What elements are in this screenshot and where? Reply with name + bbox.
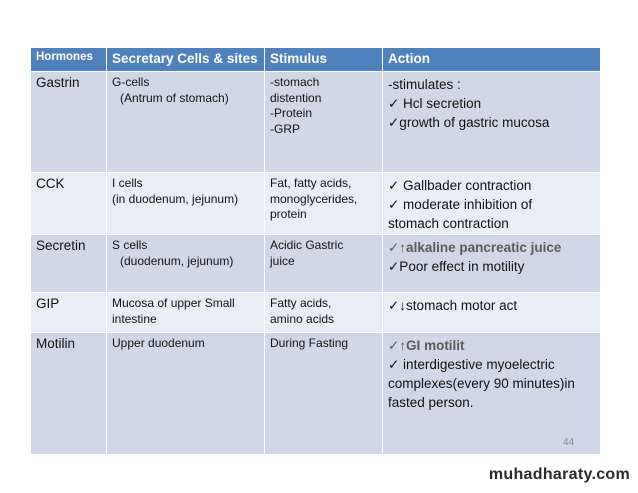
- watermark-text: muhadharaty.com: [488, 466, 630, 483]
- stimulus-line: distention: [270, 90, 322, 105]
- secretary-cells-cell: [107, 293, 265, 333]
- stimulus-line: Fatty acids,: [270, 296, 332, 310]
- table-row-secretin: [31, 235, 601, 293]
- action-line: ✓↑alkaline pancreatic juice: [388, 240, 562, 255]
- cell-line: Upper duodenum: [112, 336, 205, 350]
- stimulus-cell: [265, 293, 383, 333]
- action-line: stomach contraction: [388, 216, 509, 231]
- cell-line: S cells: [112, 238, 148, 252]
- action-cell: [383, 293, 601, 333]
- action-line: ✓ moderate inhibition of: [388, 197, 533, 212]
- secretary-cells-cell: [107, 173, 265, 235]
- action-line: complexes(every 90 minutes)in: [388, 376, 575, 391]
- secretary-cells-cell: [107, 235, 265, 293]
- action-cell: [383, 173, 601, 235]
- table-row-gastrin: [31, 72, 601, 173]
- action-line: fasted person.: [388, 395, 474, 410]
- action-line: ✓ Gallbader contraction: [388, 178, 532, 193]
- action-line: ✓↓stomach motor act: [388, 298, 518, 313]
- table-row-gip: [31, 293, 601, 333]
- hormone-name: Gastrin: [31, 72, 107, 173]
- hormone-name: GIP: [31, 293, 107, 333]
- action-line: ✓↑GI motilit: [388, 338, 465, 353]
- hormones-table: [30, 47, 601, 455]
- stimulus-line: juice: [270, 253, 295, 268]
- page-number: 44: [563, 437, 575, 448]
- cell-line: I cells: [112, 176, 143, 190]
- stimulus-line: -Protein: [270, 106, 313, 120]
- action-line: -stimulates :: [388, 77, 461, 92]
- stimulus-cell: [265, 72, 383, 173]
- table-row-cck: [31, 173, 601, 235]
- stimulus-line: During Fasting: [270, 336, 349, 350]
- stimulus-cell: [265, 235, 383, 293]
- action-cell: [383, 235, 601, 293]
- header-stimulus: Stimulus: [265, 48, 383, 72]
- hormone-name: Secretin: [31, 235, 107, 293]
- hormone-name: Motilin: [31, 333, 107, 455]
- stimulus-line: monoglycerides,: [270, 191, 358, 206]
- cell-line: (in duodenum, jejunum): [112, 191, 239, 206]
- stimulus-line: -stomach: [270, 75, 320, 89]
- cell-line: intestine: [112, 311, 157, 326]
- hormone-name: CCK: [31, 173, 107, 235]
- action-line: ✓ Hcl secretion: [388, 96, 482, 111]
- header-secretary-cells: Secretary Cells & sites: [107, 48, 265, 72]
- header-action: Action: [383, 48, 601, 72]
- action-line: ✓Poor effect in motility: [388, 259, 525, 274]
- cell-line: (duodenum, jejunum): [120, 253, 234, 268]
- action-cell: [383, 72, 601, 173]
- cell-line: (Antrum of stomach): [120, 90, 229, 105]
- stimulus-line: Acidic Gastric: [270, 238, 344, 252]
- stimulus-line: Fat, fatty acids,: [270, 176, 352, 190]
- stimulus-line: protein: [270, 207, 307, 221]
- stimulus-line: -GRP: [270, 121, 300, 136]
- action-line: ✓ interdigestive myoelectric: [388, 357, 555, 372]
- stimulus-cell: [265, 173, 383, 235]
- secretary-cells-cell: [107, 333, 265, 455]
- cell-line: G-cells: [112, 75, 150, 89]
- cell-line: Mucosa of upper Small: [112, 296, 235, 310]
- header-hormones: Hormones: [31, 48, 107, 72]
- action-line: ✓growth of gastric mucosa: [388, 115, 550, 130]
- stimulus-cell: [265, 333, 383, 455]
- table-row-motilin: [31, 333, 601, 455]
- stimulus-line: amino acids: [270, 311, 335, 326]
- table-header-row: [31, 48, 601, 72]
- secretary-cells-cell: [107, 72, 265, 173]
